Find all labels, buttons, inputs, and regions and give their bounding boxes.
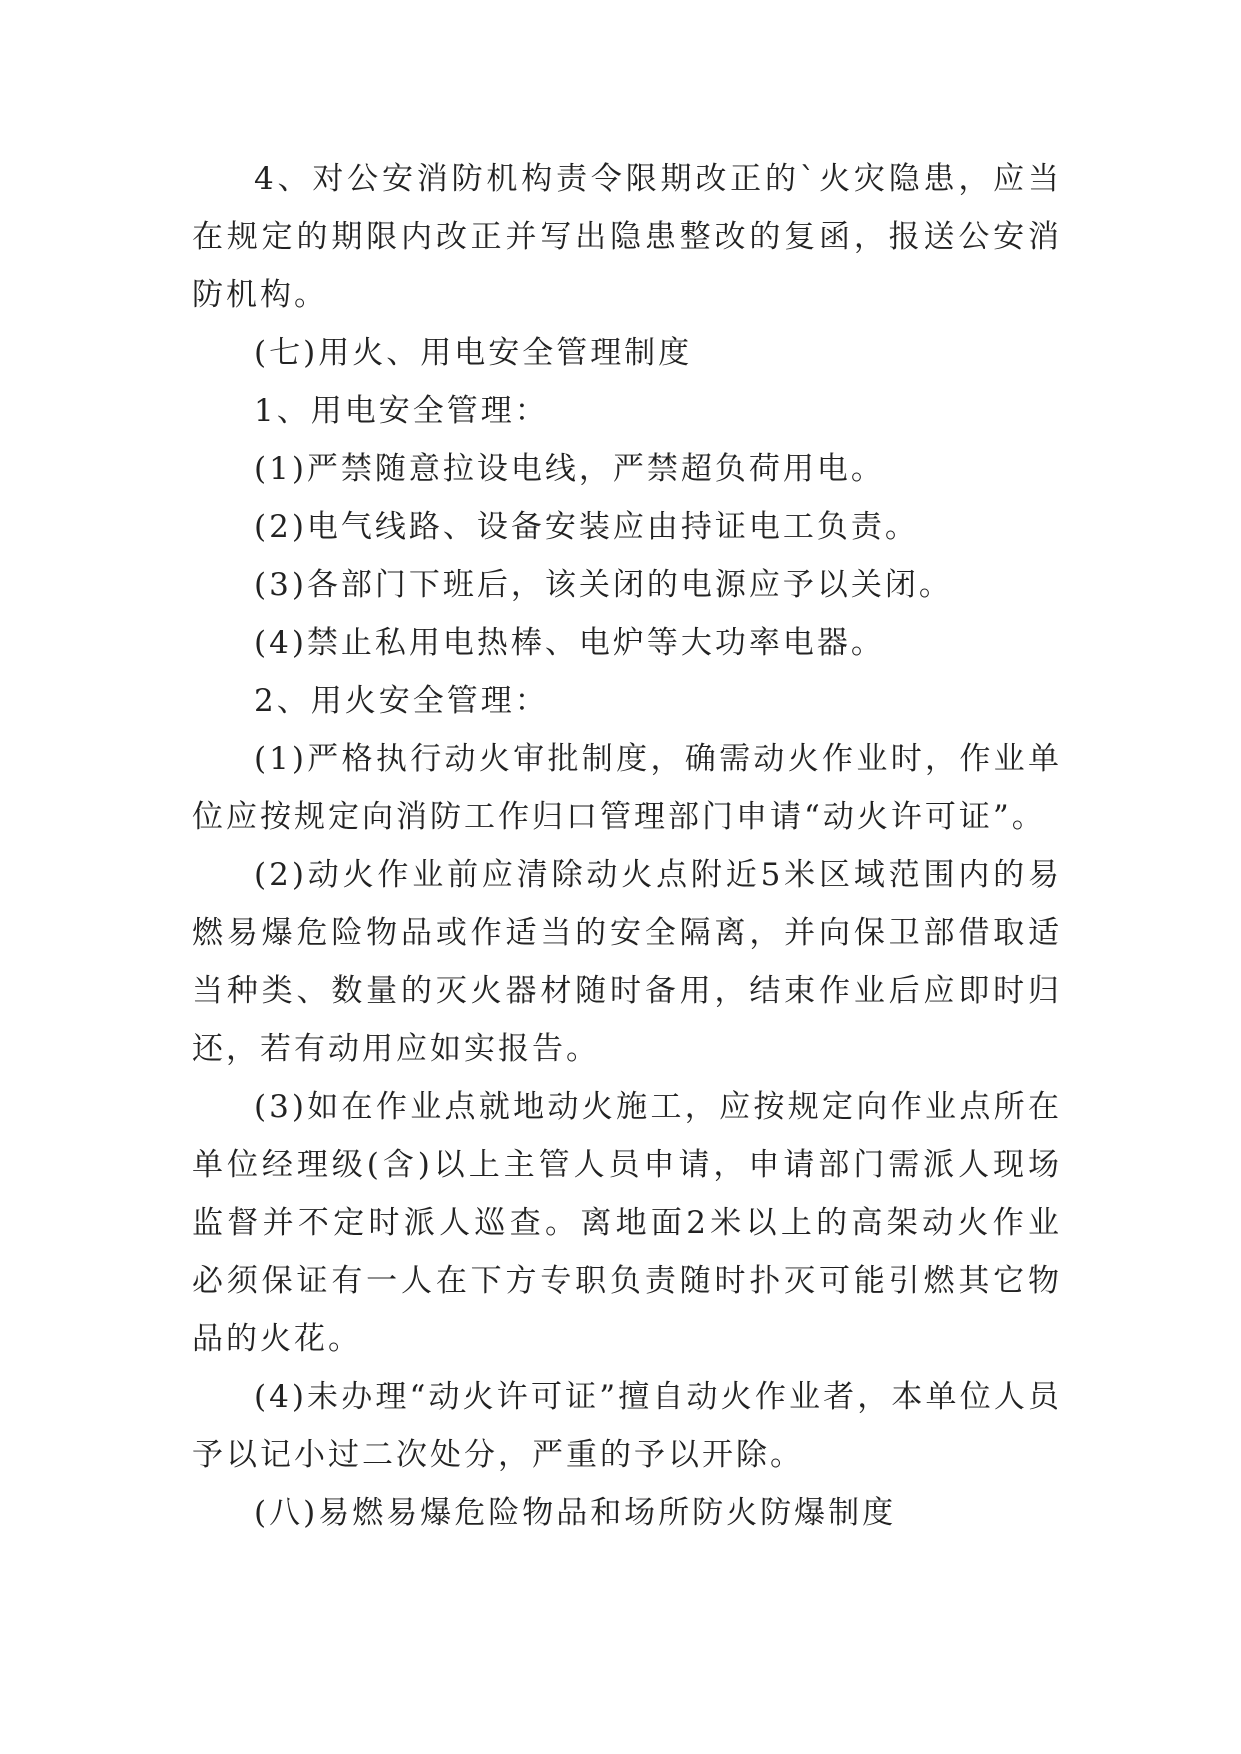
list-item-fire-2: (2)动火作业前应清除动火点附近5米区域范围内的易燃易爆危险物品或作适当的安全隔离，并向保卫部借取适当种类、数量的灭火器材随时备用，结束作业后应即时归还，若有动用应如实报告。 (192, 857, 1062, 1067)
list-item-fire-1: (1)严格执行动火审批制度，确需动火作业时，作业单位应按规定向消防工作归口管理部门申请“动火许可证”。 (192, 741, 1062, 835)
subheading-electric-safety: 1、用电安全管理： (254, 393, 549, 429)
subheading-fire-safety: 2、用火安全管理： (254, 683, 549, 719)
list-item-fire-4: (4)未办理“动火许可证”擅自动火作业者，本单位人员予以记小过二次处分，严重的予以开除。 (192, 1379, 1062, 1473)
section-heading-flammable-explosive: (八)易燃易爆危险物品和场所防火防爆制度 (254, 1495, 897, 1531)
document-body (192, 150, 1062, 1542)
list-item-electric-1: (1)严禁随意拉设电线，严禁超负荷用电。 (254, 451, 885, 487)
paragraph-rectification: 4、对公安消防机构责令限期改正的`火灾隐患，应当在规定的期限内改正并写出隐患整改的复函，报送公安消防机构。 (192, 161, 1062, 313)
list-item-fire-3: (3)如在作业点就地动火施工，应按规定向作业点所在单位经理级(含)以上主管人员申请，申请部门需派人现场监督并不定时派人巡查。离地面2米以上的高架动火作业必须保证有一人在下方专职负责随时扑灭可能引燃其它物品的火花。 (192, 1089, 1062, 1357)
section-heading-fire-electric-safety: (七)用火、用电安全管理制度 (254, 335, 693, 371)
list-item-electric-3: (3)各部门下班后，该关闭的电源应予以关闭。 (254, 567, 953, 603)
list-item-electric-2: (2)电气线路、设备安装应由持证电工负责。 (254, 509, 919, 545)
list-item-electric-4: (4)禁止私用电热棒、电炉等大功率电器。 (254, 625, 885, 661)
